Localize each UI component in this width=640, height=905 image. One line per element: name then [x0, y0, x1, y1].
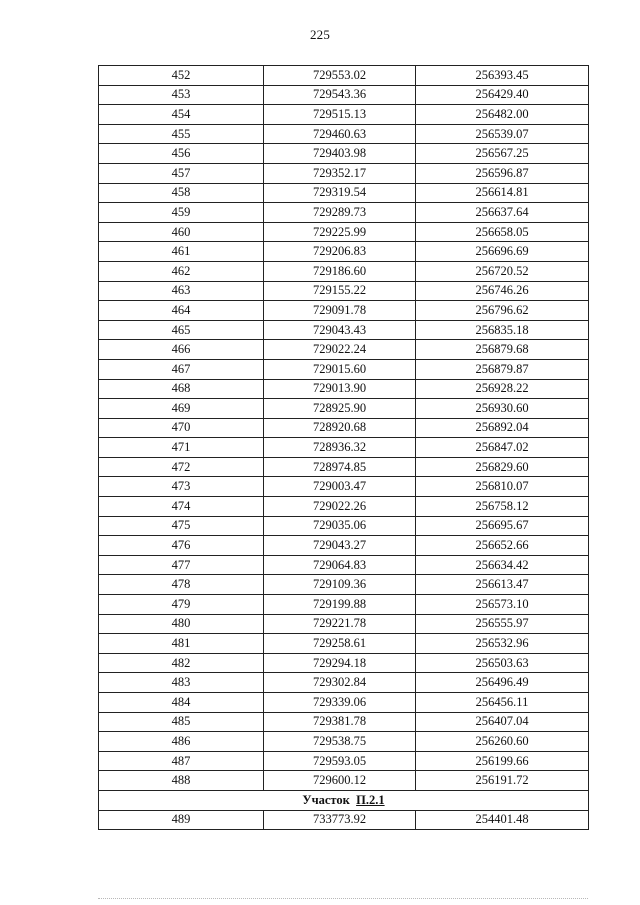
table-row	[99, 516, 589, 536]
page-number: 225	[309, 27, 331, 42]
table-row	[99, 497, 589, 517]
table-row	[99, 222, 589, 242]
table-row	[99, 183, 589, 203]
point-number-cell: 460	[99, 222, 264, 242]
point-number-cell: 463	[99, 281, 264, 301]
point-number-cell: 475	[99, 516, 264, 536]
x-coordinate-cell: 729206.83	[264, 242, 416, 262]
point-number-cell: 454	[99, 105, 264, 125]
y-coordinate-cell: 256496.49	[416, 673, 589, 693]
x-coordinate-cell: 729091.78	[264, 301, 416, 321]
table-row	[99, 242, 589, 262]
x-coordinate-cell: 729352.17	[264, 163, 416, 183]
x-coordinate-cell: 729538.75	[264, 732, 416, 752]
table-row	[99, 105, 589, 125]
table-row	[99, 281, 589, 301]
x-coordinate-cell: 729515.13	[264, 105, 416, 125]
y-coordinate-cell: 256613.47	[416, 575, 589, 595]
x-coordinate-cell: 729221.78	[264, 614, 416, 634]
y-coordinate-cell: 256928.22	[416, 379, 589, 399]
point-number-cell: 471	[99, 438, 264, 458]
x-coordinate-cell: 729109.36	[264, 575, 416, 595]
table-row	[99, 301, 589, 321]
x-coordinate-cell: 729013.90	[264, 379, 416, 399]
y-coordinate-cell: 256835.18	[416, 320, 589, 340]
table-row	[99, 693, 589, 713]
y-coordinate-cell: 256810.07	[416, 477, 589, 497]
y-coordinate-cell: 256879.68	[416, 340, 589, 360]
coordinates-table-body	[99, 66, 589, 830]
page-bottom-rule	[98, 898, 588, 900]
x-coordinate-cell: 729543.36	[264, 85, 416, 105]
table-row	[99, 320, 589, 340]
point-number-cell: 467	[99, 359, 264, 379]
x-coordinate-cell: 729258.61	[264, 634, 416, 654]
x-coordinate-cell: 728925.90	[264, 399, 416, 419]
point-number-cell: 461	[99, 242, 264, 262]
point-number-cell: 464	[99, 301, 264, 321]
y-coordinate-cell: 256829.60	[416, 457, 589, 477]
point-number-cell: 485	[99, 712, 264, 732]
point-number-cell: 480	[99, 614, 264, 634]
table-row	[99, 810, 589, 830]
y-coordinate-cell: 256532.96	[416, 634, 589, 654]
point-number-cell: 484	[99, 693, 264, 713]
y-coordinate-cell: 256695.67	[416, 516, 589, 536]
y-coordinate-cell: 256637.64	[416, 203, 589, 223]
x-coordinate-cell: 729319.54	[264, 183, 416, 203]
x-coordinate-cell: 729460.63	[264, 124, 416, 144]
x-coordinate-cell: 729600.12	[264, 771, 416, 791]
x-coordinate-cell: 728920.68	[264, 418, 416, 438]
x-coordinate-cell: 729339.06	[264, 693, 416, 713]
y-coordinate-cell: 256596.87	[416, 163, 589, 183]
x-coordinate-cell: 729155.22	[264, 281, 416, 301]
x-coordinate-cell: 729035.06	[264, 516, 416, 536]
table-row	[99, 732, 589, 752]
y-coordinate-cell: 256930.60	[416, 399, 589, 419]
x-coordinate-cell: 729225.99	[264, 222, 416, 242]
point-number-cell: 453	[99, 85, 264, 105]
y-coordinate-cell: 256746.26	[416, 281, 589, 301]
table-row	[99, 614, 589, 634]
y-coordinate-cell: 256847.02	[416, 438, 589, 458]
x-coordinate-cell: 729403.98	[264, 144, 416, 164]
y-coordinate-cell: 256456.11	[416, 693, 589, 713]
section-id: П.2.1	[356, 792, 385, 807]
x-coordinate-cell: 729015.60	[264, 359, 416, 379]
y-coordinate-cell: 256879.87	[416, 359, 589, 379]
y-coordinate-cell: 256503.63	[416, 653, 589, 673]
y-coordinate-cell: 256407.04	[416, 712, 589, 732]
point-number-cell: 468	[99, 379, 264, 399]
table-row	[99, 144, 589, 164]
y-coordinate-cell: 256796.62	[416, 301, 589, 321]
point-number-cell: 474	[99, 497, 264, 517]
y-coordinate-cell: 256539.07	[416, 124, 589, 144]
table-row	[99, 203, 589, 223]
table-row	[99, 438, 589, 458]
y-coordinate-cell: 256260.60	[416, 732, 589, 752]
table-row	[99, 536, 589, 556]
table-row	[99, 261, 589, 281]
x-coordinate-cell: 729289.73	[264, 203, 416, 223]
point-number-cell: 489	[99, 810, 264, 830]
y-coordinate-cell: 256555.97	[416, 614, 589, 634]
point-number-cell: 469	[99, 399, 264, 419]
y-coordinate-cell: 256573.10	[416, 595, 589, 615]
table-row	[99, 653, 589, 673]
x-coordinate-cell: 729022.24	[264, 340, 416, 360]
table-row	[99, 673, 589, 693]
point-number-cell: 473	[99, 477, 264, 497]
y-coordinate-cell: 256614.81	[416, 183, 589, 203]
x-coordinate-cell: 733773.92	[264, 810, 416, 830]
x-coordinate-cell: 729043.43	[264, 320, 416, 340]
x-coordinate-cell: 729381.78	[264, 712, 416, 732]
x-coordinate-cell: 729003.47	[264, 477, 416, 497]
table-row	[99, 379, 589, 399]
point-number-cell: 478	[99, 575, 264, 595]
x-coordinate-cell: 728936.32	[264, 438, 416, 458]
x-coordinate-cell: 728974.85	[264, 457, 416, 477]
point-number-cell: 470	[99, 418, 264, 438]
point-number-cell: 459	[99, 203, 264, 223]
point-number-cell: 476	[99, 536, 264, 556]
table-row	[99, 751, 589, 771]
table-row	[99, 124, 589, 144]
y-coordinate-cell: 256191.72	[416, 771, 589, 791]
table-row	[99, 163, 589, 183]
section-label: Участок	[302, 792, 350, 807]
x-coordinate-cell: 729043.27	[264, 536, 416, 556]
table-row	[99, 595, 589, 615]
y-coordinate-cell: 256634.42	[416, 555, 589, 575]
point-number-cell: 472	[99, 457, 264, 477]
point-number-cell: 456	[99, 144, 264, 164]
y-coordinate-cell: 256393.45	[416, 66, 589, 86]
table-row	[99, 418, 589, 438]
y-coordinate-cell: 254401.48	[416, 810, 589, 830]
point-number-cell: 452	[99, 66, 264, 86]
y-coordinate-cell: 256482.00	[416, 105, 589, 125]
point-number-cell: 457	[99, 163, 264, 183]
y-coordinate-cell: 256892.04	[416, 418, 589, 438]
point-number-cell: 488	[99, 771, 264, 791]
point-number-cell: 462	[99, 261, 264, 281]
table-row	[99, 771, 589, 791]
y-coordinate-cell: 256429.40	[416, 85, 589, 105]
x-coordinate-cell: 729064.83	[264, 555, 416, 575]
table-row	[99, 555, 589, 575]
table-row	[99, 477, 589, 497]
table-row	[99, 457, 589, 477]
point-number-cell: 477	[99, 555, 264, 575]
point-number-cell: 465	[99, 320, 264, 340]
point-number-cell: 487	[99, 751, 264, 771]
section-header	[99, 790, 589, 810]
x-coordinate-cell: 729199.88	[264, 595, 416, 615]
x-coordinate-cell: 729022.26	[264, 497, 416, 517]
y-coordinate-cell: 256758.12	[416, 497, 589, 517]
y-coordinate-cell: 256652.66	[416, 536, 589, 556]
point-number-cell: 455	[99, 124, 264, 144]
table-row	[99, 712, 589, 732]
y-coordinate-cell: 256658.05	[416, 222, 589, 242]
section-header-row	[99, 790, 589, 810]
point-number-cell: 481	[99, 634, 264, 654]
x-coordinate-cell: 729186.60	[264, 261, 416, 281]
point-number-cell: 483	[99, 673, 264, 693]
y-coordinate-cell: 256567.25	[416, 144, 589, 164]
table-row	[99, 66, 589, 86]
x-coordinate-cell: 729553.02	[264, 66, 416, 86]
point-number-cell: 482	[99, 653, 264, 673]
table-row	[99, 575, 589, 595]
table-row	[99, 340, 589, 360]
table-row	[99, 399, 589, 419]
y-coordinate-cell: 256199.66	[416, 751, 589, 771]
point-number-cell: 466	[99, 340, 264, 360]
table-row	[99, 85, 589, 105]
y-coordinate-cell: 256720.52	[416, 261, 589, 281]
x-coordinate-cell: 729593.05	[264, 751, 416, 771]
x-coordinate-cell: 729294.18	[264, 653, 416, 673]
table-row	[99, 359, 589, 379]
coordinates-table	[98, 65, 589, 830]
y-coordinate-cell: 256696.69	[416, 242, 589, 262]
table-row	[99, 634, 589, 654]
point-number-cell: 458	[99, 183, 264, 203]
x-coordinate-cell: 729302.84	[264, 673, 416, 693]
point-number-cell: 486	[99, 732, 264, 752]
point-number-cell: 479	[99, 595, 264, 615]
